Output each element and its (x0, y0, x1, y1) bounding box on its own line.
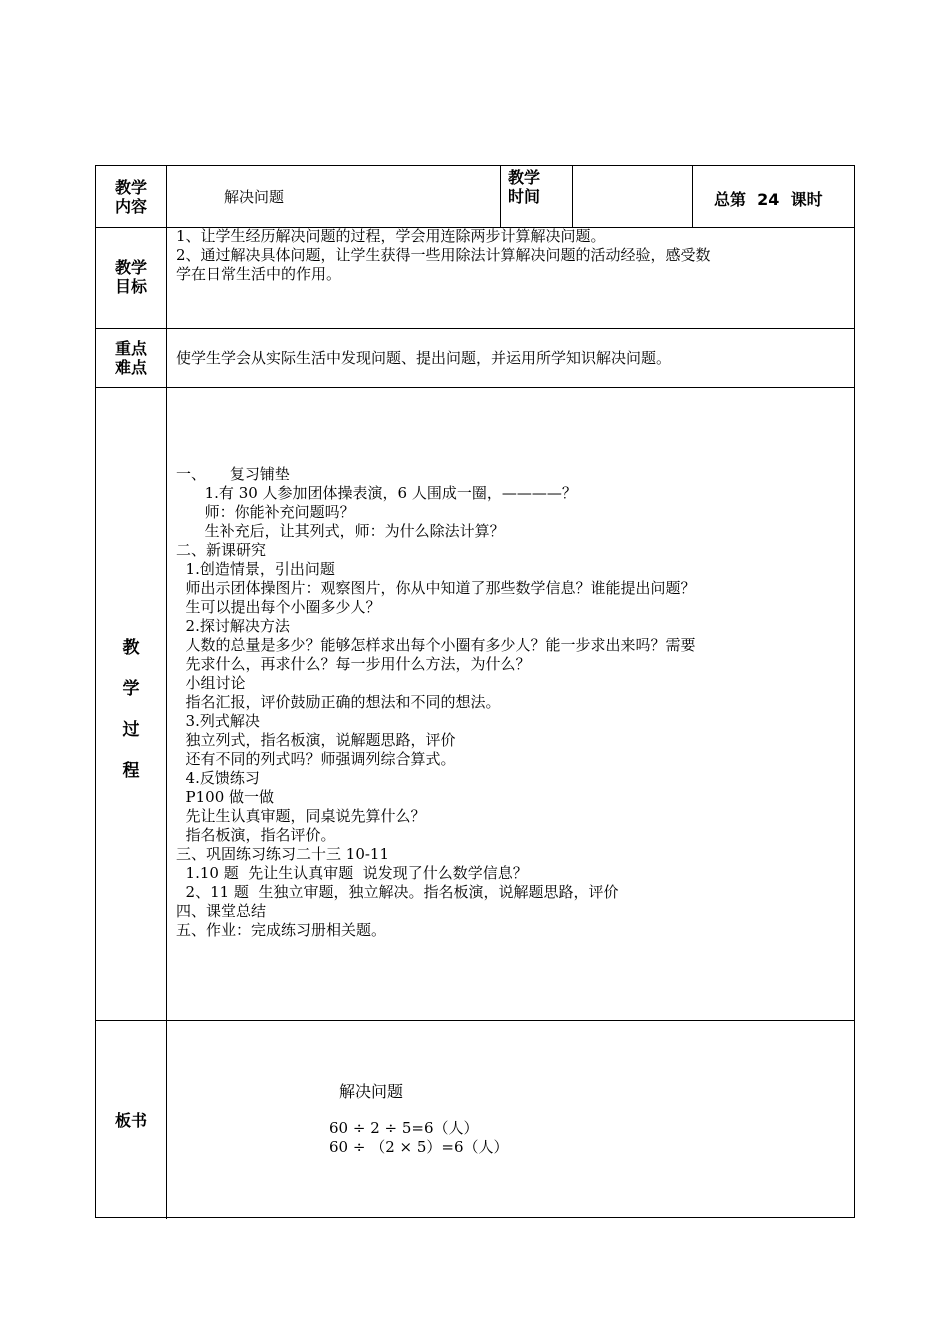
process-line: 2.探讨解决方法 (176, 617, 290, 635)
column-divider (692, 166, 693, 227)
process-line: 3.列式解决 (176, 712, 260, 730)
content-value: 解决问题 (224, 188, 285, 206)
board-equation-2: 60 ÷ （2 × 5）=6（人） (329, 1138, 509, 1156)
board-title: 解决问题 (339, 1082, 404, 1101)
process-line: 1.创造情景，引出问题 (176, 560, 335, 578)
goals-line-2a: 2、通过解决具体问题，让学生获得一些用除法计算解决问题的活动经验，感受数 (176, 246, 711, 264)
board-equation-1: 60 ÷ 2 ÷ 5=6（人） (329, 1119, 479, 1137)
process-line: 先求什么，再求什么？每一步用什么方法，为什么？ (176, 655, 531, 673)
process-line: 2、11 题 生独立审题，独立解决。指名板演，说解题思路，评价 (176, 883, 619, 901)
goals-line-1: 1、让学生经历解决问题的过程，学会用连除两步计算解决问题。 (176, 227, 606, 245)
process-line: 一、 复习铺垫 (176, 465, 290, 483)
key-points-label: 重点难点 (114, 339, 147, 377)
process-line: 4.反馈练习 (176, 769, 260, 787)
process-line: 1.10 题 先让生认真审题 说发现了什么数学信息？ (176, 864, 528, 882)
process-line: 四、课堂总结 (176, 902, 267, 920)
column-divider (572, 166, 573, 227)
process-line: 生补充后，让其列式，师：为什么除法计算？ (176, 522, 505, 540)
process-label-char: 学 (122, 679, 140, 699)
process-line: 指名板演，指名评价。 (176, 826, 336, 844)
time-label: 教学时间 (508, 168, 541, 206)
row-divider (96, 387, 854, 388)
lesson-count (714, 187, 823, 210)
process-line: 还有不同的列式吗？师强调列综合算式。 (176, 750, 456, 768)
row-divider (96, 1020, 854, 1021)
column-divider (500, 166, 501, 227)
key-points-text: 使学生学会从实际生活中发现问题、提出问题，并运用所学知识解决问题。 (176, 349, 672, 367)
process-line: 生可以提出每个小圈多少人？ (176, 598, 381, 616)
goals-line-2b: 学在日常生活中的作用。 (176, 265, 342, 283)
process-line: 独立列式，指名板演，说解题思路，评价 (176, 731, 456, 749)
process-line: 人数的总量是多少？能够怎样求出每个小圈有多少人？能一步求出来吗？需要 (176, 636, 696, 654)
lesson-number: 24 (757, 190, 780, 209)
process-line: 先让生认真审题，同桌说先算什么？ (176, 807, 426, 825)
row-divider (96, 328, 854, 329)
process-line: 三、巩固练习练习二十三 10-11 (176, 845, 390, 863)
process-line: P100 做一做 (176, 788, 275, 806)
process-label-char: 教 (122, 638, 140, 658)
process-line: 师出示团体操图片：观察图片，你从中知道了那些数学信息？谁能提出问题？ (176, 579, 696, 597)
lesson-plan-table (95, 165, 855, 1218)
process-line: 指名汇报，评价鼓励正确的想法和不同的想法。 (176, 693, 501, 711)
column-divider (166, 166, 167, 1219)
content-label: 教学内容 (114, 178, 147, 216)
process-label-char: 程 (122, 761, 140, 781)
process-line: 师：你能补充问题吗？ (176, 503, 355, 521)
lesson-prefix: 总第 (714, 190, 747, 209)
goals-label: 教学目标 (114, 258, 147, 296)
lesson-suffix: 课时 (790, 190, 823, 209)
board-label: 板书 (114, 1111, 147, 1130)
process-line: 二、新课研究 (176, 541, 267, 559)
process-line: 五、作业：完成练习册相关题。 (176, 921, 387, 939)
process-line: 1.有 30 人参加团体操表演，6 人围成一圈，————？ (176, 484, 577, 502)
process-line: 小组讨论 (176, 674, 246, 692)
process-label-char: 过 (122, 720, 140, 740)
